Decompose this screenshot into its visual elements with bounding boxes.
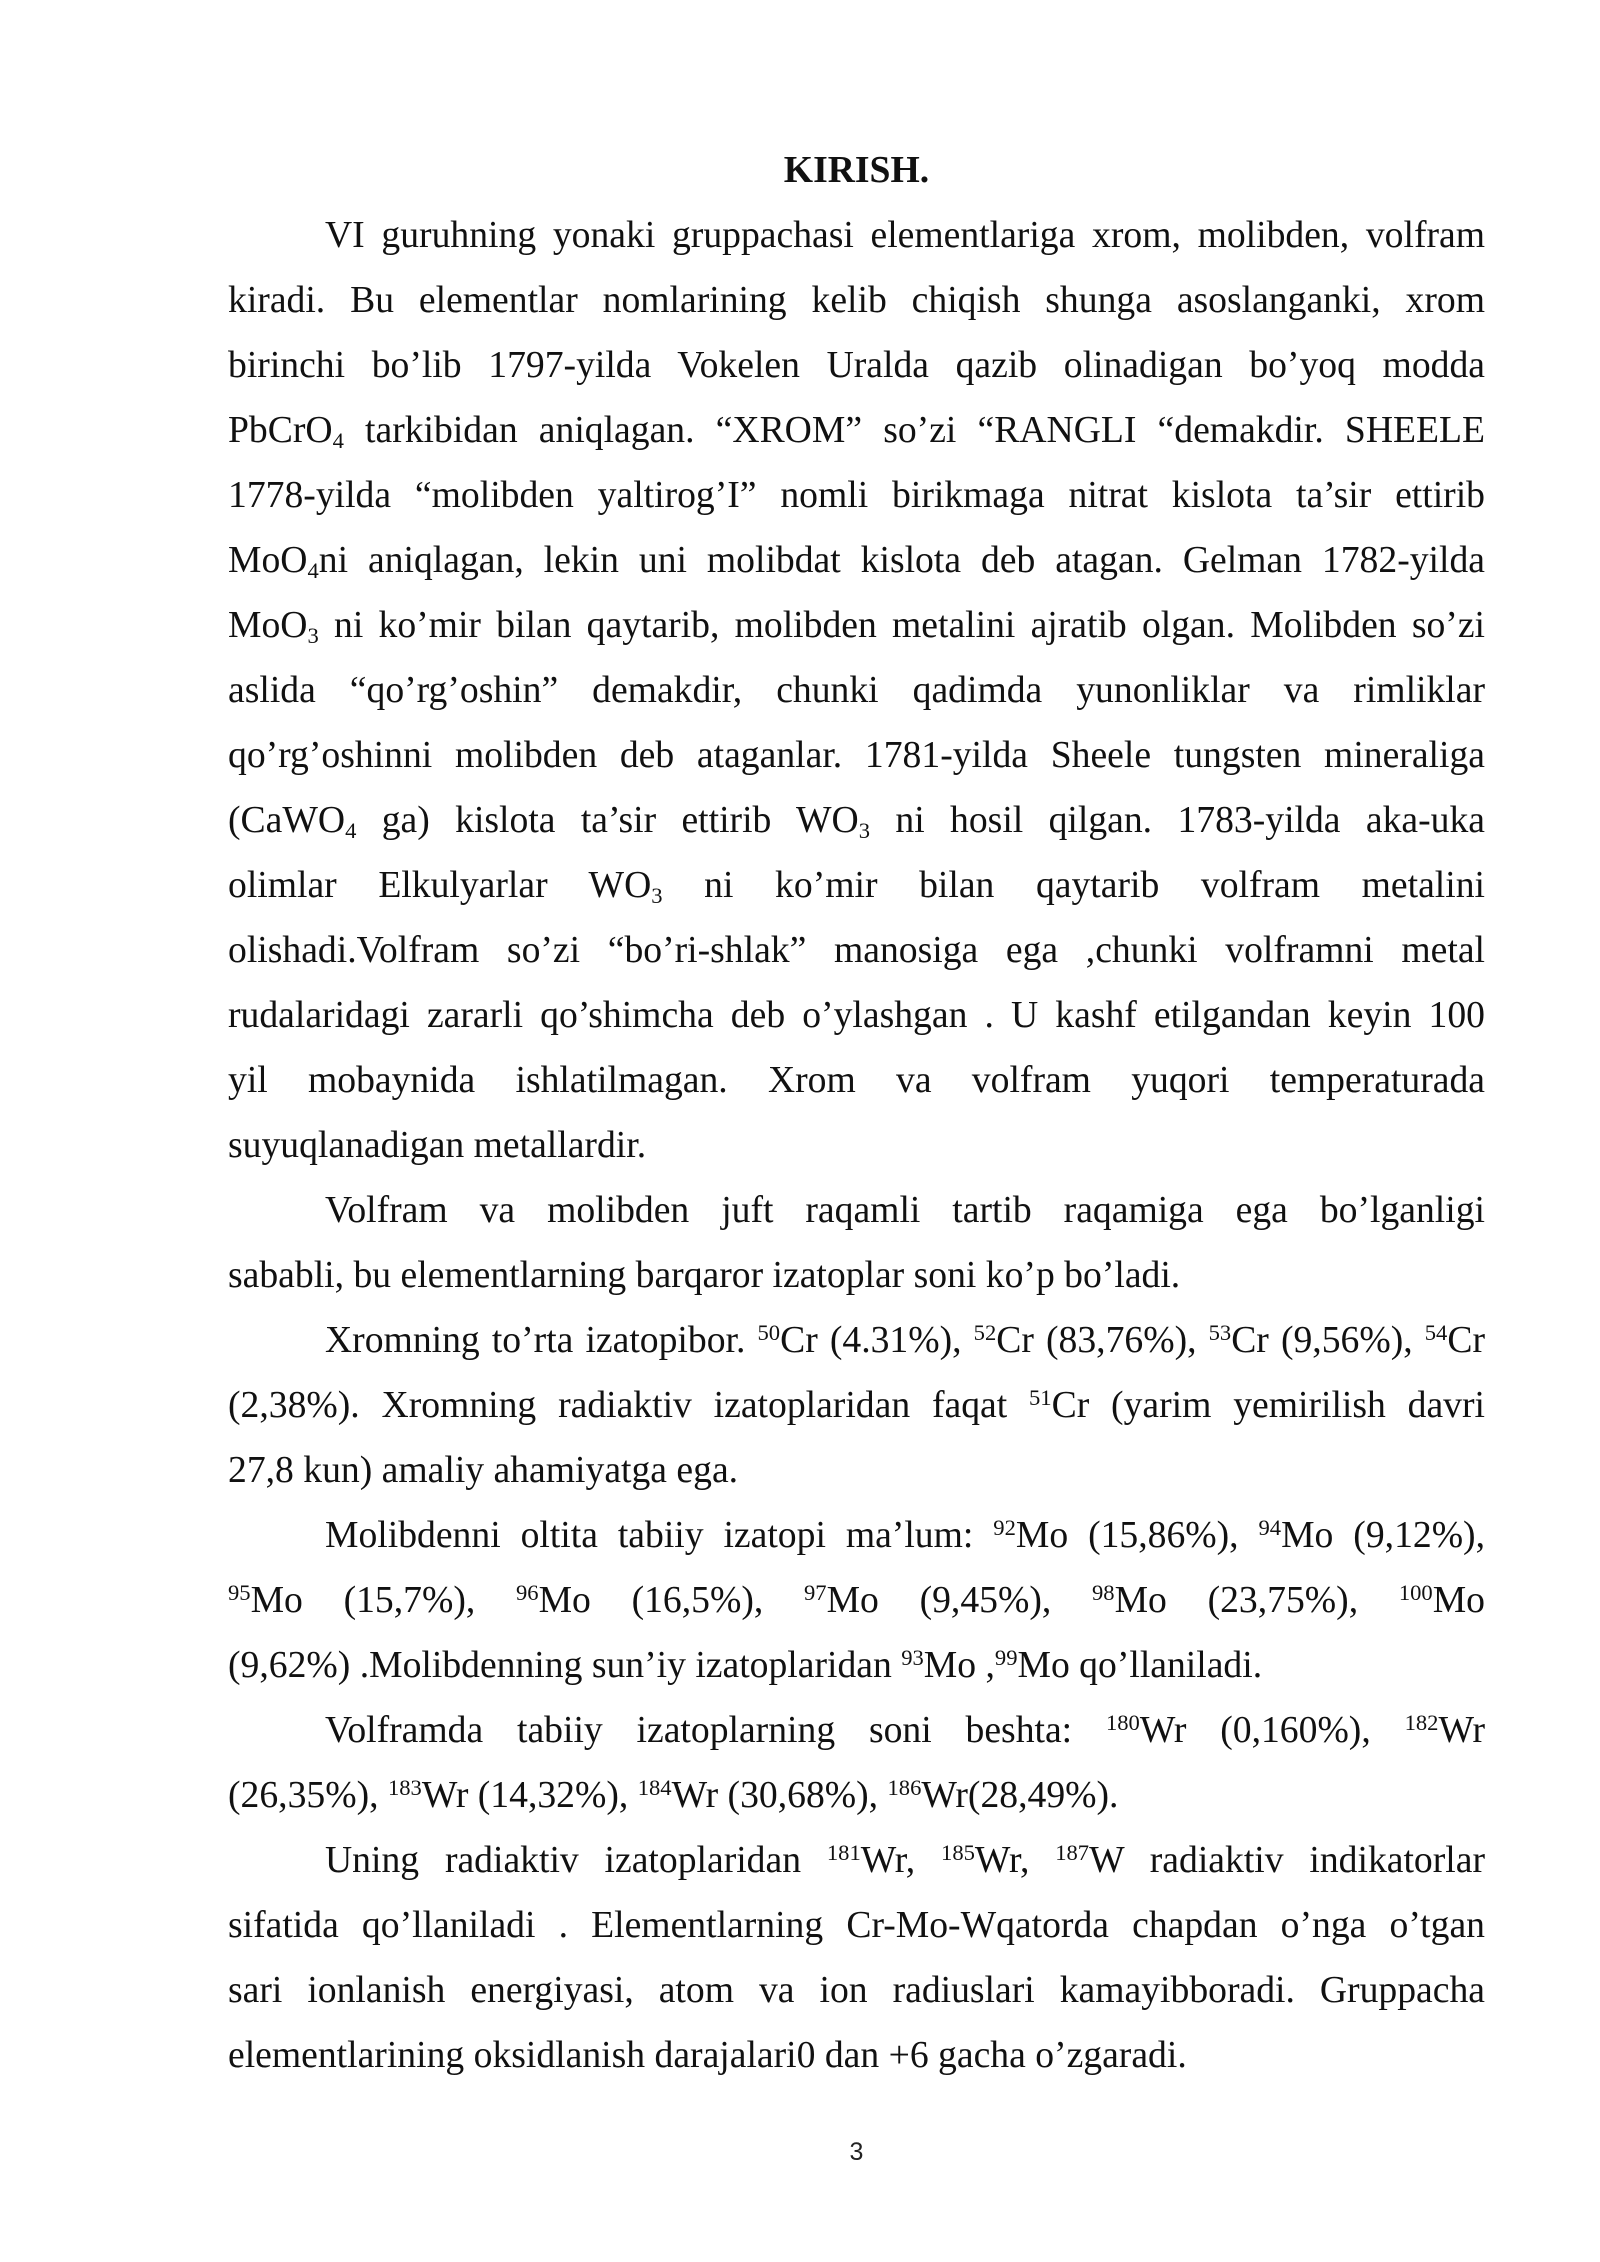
text-line bbox=[228, 1763, 1485, 1828]
text-run: MoO bbox=[228, 604, 308, 646]
superscript: 51 bbox=[1029, 1384, 1052, 1410]
text-line bbox=[228, 788, 1485, 853]
text-run: ni ko’mir bilan qaytarib volfram metalini bbox=[662, 864, 1485, 906]
text-run: ni aniqlagan, lekin uni molibdat kislota deb atagan. Gelman 1782-yilda bbox=[318, 539, 1485, 581]
text-run: Xromning to’rta izatopibor. bbox=[325, 1319, 758, 1361]
paragraph bbox=[228, 1503, 1485, 1698]
text-run: ni ko’mir bilan qaytarib, molibden metalini ajratib olgan. Molibden so’zi bbox=[318, 604, 1485, 646]
text-run: Wr (0,160%), bbox=[1139, 1709, 1405, 1751]
text-run: Mo (23,75%), bbox=[1114, 1579, 1399, 1621]
superscript: 100 bbox=[1398, 1579, 1433, 1605]
superscript: 99 bbox=[994, 1644, 1018, 1670]
text-run: olishadi.Volfram so’zi “bo’ri-shlak” manosiga ega ,chunki volframni metal bbox=[228, 929, 1485, 971]
subscript: 4 bbox=[307, 558, 319, 584]
subscript: 3 bbox=[858, 818, 871, 844]
text-line bbox=[228, 333, 1485, 398]
text-run: Mo (15,86%), bbox=[1015, 1514, 1259, 1556]
text-run: Cr bbox=[1447, 1319, 1485, 1361]
text-run: yil mobaynida ishlatilmagan. Xrom va volfram yuqori temperaturada bbox=[228, 1059, 1485, 1101]
text-run: (2,38%). Xromning radiaktiv izatoplaridan faqat bbox=[228, 1384, 1030, 1426]
text-run: Mo (9,45%), bbox=[826, 1579, 1092, 1621]
text-line bbox=[228, 1243, 1485, 1308]
superscript: 96 bbox=[516, 1579, 539, 1605]
document-body bbox=[228, 203, 1485, 2088]
text-run: Mo (15,7%), bbox=[250, 1579, 516, 1621]
text-line bbox=[228, 1113, 1485, 1178]
text-line bbox=[228, 723, 1485, 788]
superscript: 52 bbox=[973, 1319, 997, 1345]
subscript: 4 bbox=[332, 428, 344, 454]
text-run: sababli, bu elementlarning barqaror izatoplar soni ko’p bo’ladi. bbox=[228, 1254, 1181, 1296]
text-run: Wr(28,49%). bbox=[921, 1774, 1119, 1816]
text-run: sari ionlanish energiyasi, atom va ion radiuslari kamayibboradi. Gruppacha bbox=[228, 1969, 1485, 2011]
superscript: 53 bbox=[1208, 1319, 1232, 1345]
text-run: Cr (9,56%), bbox=[1231, 1319, 1425, 1361]
text-line bbox=[228, 203, 1485, 268]
text-run: ga) kislota ta’sir ettirib WO bbox=[356, 799, 859, 841]
subscript: 3 bbox=[651, 883, 663, 909]
subscript: 3 bbox=[307, 623, 319, 649]
text-line bbox=[228, 463, 1485, 528]
text-run: PbCrO bbox=[228, 409, 333, 451]
superscript: 180 bbox=[1105, 1709, 1140, 1735]
text-run: MoO bbox=[228, 539, 308, 581]
text-line bbox=[228, 1568, 1485, 1633]
text-line bbox=[228, 853, 1485, 918]
text-run: tarkibidan aniqlagan. “XROM” so’zi “RANGLI “demakdir. SHEELE bbox=[343, 409, 1485, 451]
superscript: 187 bbox=[1055, 1839, 1090, 1865]
superscript: 182 bbox=[1404, 1709, 1439, 1735]
text-run: kiradi. Bu elementlar nomlarining kelib chiqish shunga asoslanganki, xrom bbox=[228, 279, 1485, 321]
text-run: Cr (4.31%), bbox=[780, 1319, 974, 1361]
text-line bbox=[228, 983, 1485, 1048]
paragraph bbox=[228, 1828, 1485, 2088]
text-run: Uning radiaktiv izatoplaridan bbox=[325, 1839, 827, 1881]
text-line bbox=[228, 1503, 1485, 1568]
text-run: 27,8 kun) amaliy ahamiyatga ega. bbox=[228, 1449, 739, 1491]
text-run: (26,35%), bbox=[228, 1774, 388, 1816]
superscript: 94 bbox=[1258, 1514, 1282, 1540]
text-line bbox=[228, 1893, 1485, 1958]
superscript: 181 bbox=[826, 1839, 861, 1865]
text-run: aslida “qo’rg’oshin” demakdir, chunki qadimda yunonliklar va rimliklar bbox=[228, 669, 1485, 711]
text-line bbox=[228, 1373, 1485, 1438]
paragraph bbox=[228, 1178, 1485, 1308]
superscript: 185 bbox=[941, 1839, 975, 1865]
text-line bbox=[228, 1698, 1485, 1763]
text-run: Mo (9,12%), bbox=[1281, 1514, 1486, 1556]
paragraph bbox=[228, 203, 1485, 1178]
text-run: Wr, bbox=[860, 1839, 942, 1881]
text-line bbox=[228, 1633, 1485, 1698]
text-run: W radiaktiv indikatorlar bbox=[1089, 1839, 1485, 1881]
text-line bbox=[228, 2023, 1485, 2088]
text-line bbox=[228, 918, 1485, 983]
text-line bbox=[228, 1958, 1485, 2023]
page-title: KIRISH. bbox=[783, 149, 930, 191]
text-run: Wr (14,32%), bbox=[421, 1774, 638, 1816]
paragraph bbox=[228, 1698, 1485, 1828]
superscript: 183 bbox=[387, 1774, 422, 1800]
text-run: (9,62%) .Molibdenning sun’iy izatoplaridan bbox=[228, 1644, 902, 1686]
subscript: 4 bbox=[345, 818, 357, 844]
text-line bbox=[228, 593, 1485, 658]
text-run: Volframda tabiiy izatoplarning soni beshta: bbox=[325, 1709, 1106, 1751]
text-run: (CaWO bbox=[228, 799, 346, 841]
text-run: ni hosil qilgan. 1783-yilda aka-uka bbox=[870, 799, 1485, 841]
superscript: 98 bbox=[1092, 1579, 1115, 1605]
text-run: birinchi bo’lib 1797-yilda Vokelen Uralda qazib olinadigan bo’yoq modda bbox=[228, 344, 1485, 386]
text-run: VI guruhning yonaki gruppachasi elementlariga xrom, molibden, volfram bbox=[325, 214, 1485, 256]
superscript: 186 bbox=[887, 1774, 922, 1800]
text-line bbox=[228, 528, 1485, 593]
text-run: Wr (30,68%), bbox=[671, 1774, 888, 1816]
text-run: suyuqlanadigan metallardir. bbox=[228, 1124, 647, 1166]
text-line bbox=[228, 1178, 1485, 1243]
text-run: elementlarining oksidlanish darajalari0 dan +6 gacha o’zgaradi. bbox=[228, 2034, 1187, 2076]
text-run: Mo (16,5%), bbox=[538, 1579, 804, 1621]
text-run: sifatida qo’llaniladi . Elementlarning Cr-Mo-Wqatorda chapdan o’nga o’tgan bbox=[228, 1904, 1485, 1946]
text-run: 1778-yilda “molibden yaltirog’I” nomli birikmaga nitrat kislota ta’sir ettirib bbox=[228, 474, 1485, 516]
superscript: 97 bbox=[804, 1579, 827, 1605]
superscript: 92 bbox=[993, 1514, 1016, 1540]
superscript: 50 bbox=[757, 1319, 781, 1345]
superscript: 184 bbox=[637, 1774, 672, 1800]
text-run: rudalaridagi zararli qo’shimcha deb o’ylashgan . U kashf etilgandan keyin 100 bbox=[228, 994, 1485, 1036]
text-run: Mo qo’llaniladi. bbox=[1017, 1644, 1263, 1686]
text-run: Cr (yarim yemirilish davri bbox=[1051, 1384, 1485, 1426]
text-run: Wr, bbox=[974, 1839, 1056, 1881]
superscript: 54 bbox=[1424, 1319, 1448, 1345]
text-line bbox=[228, 1048, 1485, 1113]
text-line bbox=[228, 1828, 1485, 1893]
text-line bbox=[228, 268, 1485, 333]
text-run: Cr (83,76%), bbox=[996, 1319, 1209, 1361]
page-number: 3 bbox=[849, 2138, 864, 2166]
text-run: Molibdenni oltita tabiiy izatopi ma’lum: bbox=[325, 1514, 994, 1556]
text-line bbox=[228, 1438, 1485, 1503]
text-line bbox=[228, 1308, 1485, 1373]
text-run: qo’rg’oshinni molibden deb ataganlar. 1781-yilda Sheele tungsten mineraliga bbox=[228, 734, 1485, 776]
text-run: olimlar Elkulyarlar WO bbox=[228, 864, 652, 906]
text-line bbox=[228, 658, 1485, 723]
text-run: Mo bbox=[1432, 1579, 1485, 1621]
text-run: Volfram va molibden juft raqamli tartib raqamiga ega bo’lganligi bbox=[325, 1189, 1485, 1231]
text-line bbox=[228, 398, 1485, 463]
paragraph bbox=[228, 1308, 1485, 1503]
text-run: Mo , bbox=[923, 1644, 995, 1686]
superscript: 93 bbox=[901, 1644, 924, 1670]
text-run: Wr bbox=[1438, 1709, 1485, 1751]
superscript: 95 bbox=[228, 1579, 251, 1605]
